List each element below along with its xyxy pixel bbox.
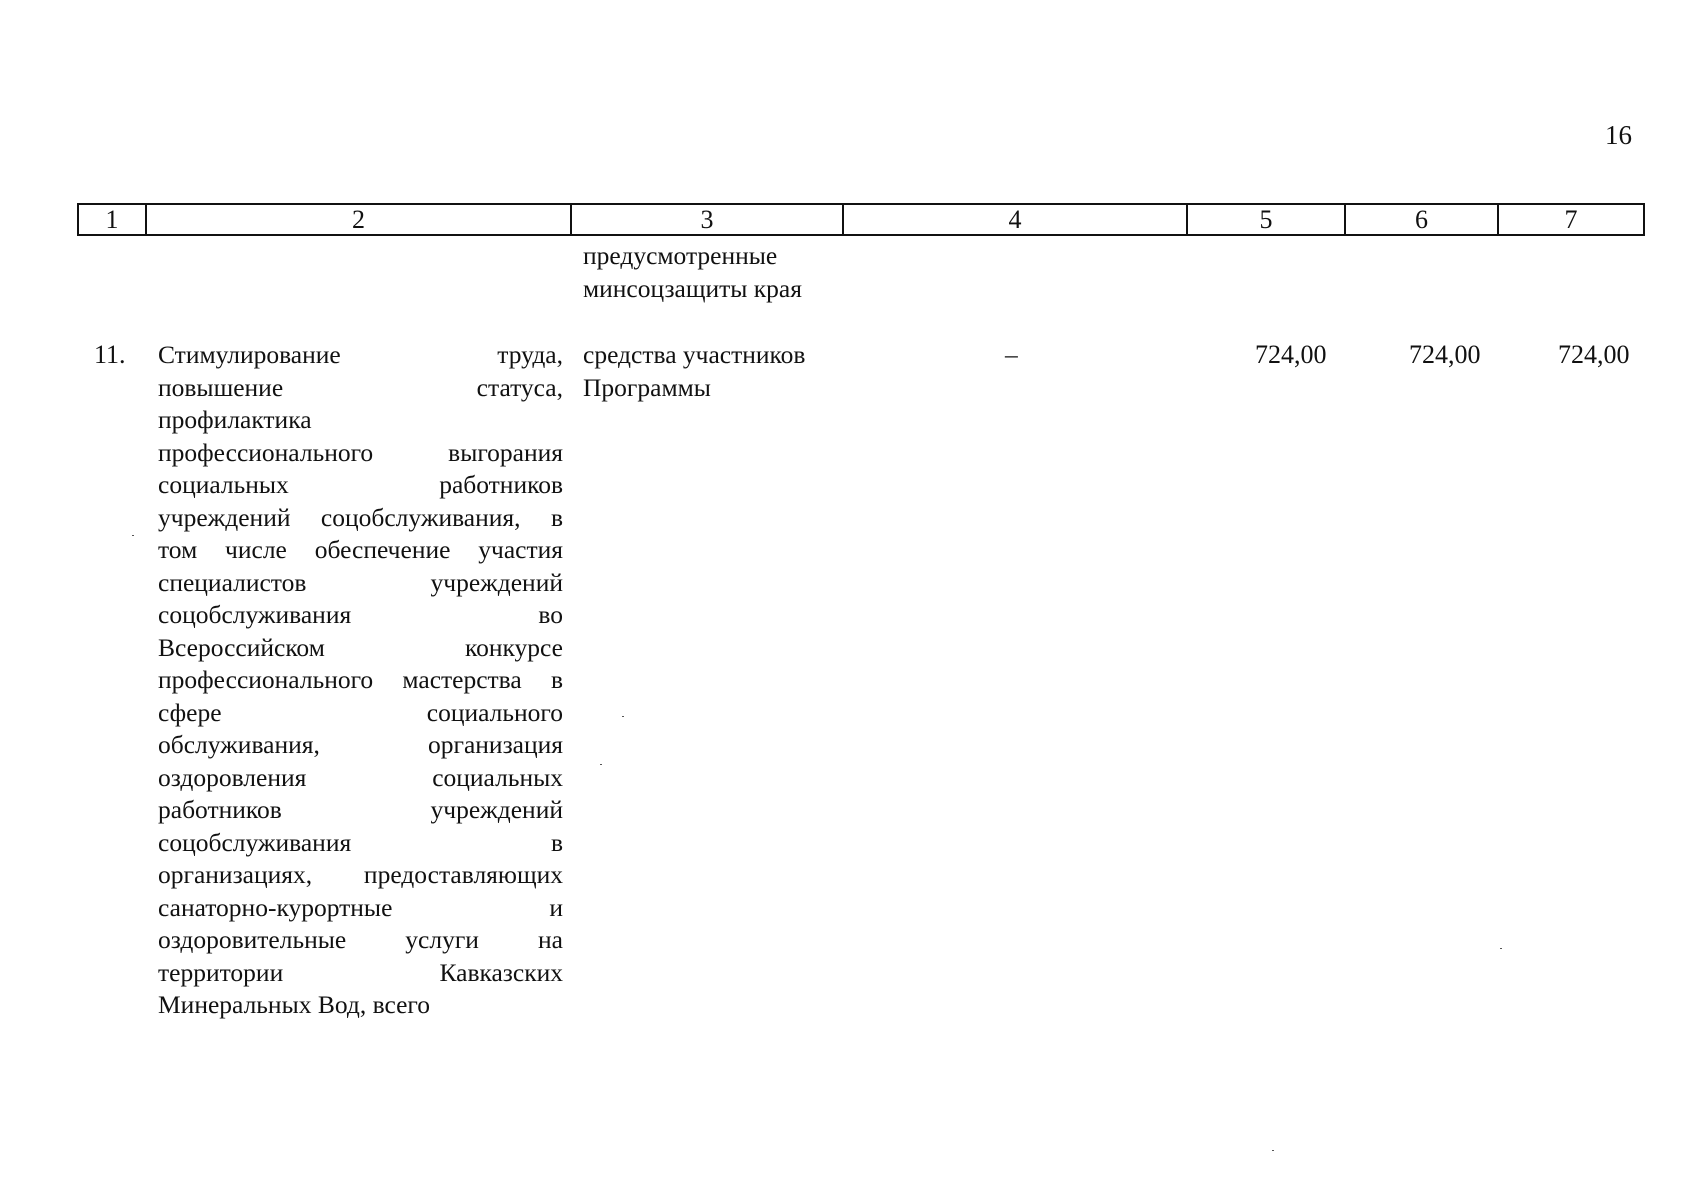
column-number-header <box>77 203 1645 236</box>
description-line: профилактика <box>158 405 312 434</box>
description-line: Всероссийском конкурсе <box>158 632 563 662</box>
column-header-3: 3 <box>571 204 843 235</box>
continued-funding-source-line: предусмотренные <box>583 241 778 270</box>
scan-speck <box>600 764 602 765</box>
description-line: сфере социального <box>158 697 563 727</box>
scan-speck <box>1500 948 1502 949</box>
description-line: санаторно-курортные и <box>158 892 563 922</box>
description-line: соцобслуживания во <box>158 600 563 629</box>
description-line: том числе обеспечение участия <box>158 535 563 564</box>
row-col6-value: 724,00 <box>1409 340 1481 369</box>
continued-funding-source <box>583 240 883 305</box>
column-header-6: 6 <box>1345 204 1498 235</box>
description-line: специалистов учреждений <box>158 567 563 597</box>
description-line: профессионального мастерства в <box>158 665 563 694</box>
description-line: учреждений соцобслуживания, в <box>158 502 563 532</box>
funding-source-line: Программы <box>583 372 711 402</box>
funding-source-line: средства участников <box>583 340 806 369</box>
column-header-5: 5 <box>1187 204 1345 235</box>
column-header-1: 1 <box>78 204 146 235</box>
column-header-4: 4 <box>843 204 1187 235</box>
scan-speck <box>132 535 134 536</box>
scan-speck <box>622 716 624 717</box>
column-header-7: 7 <box>1498 204 1644 235</box>
row-col4-dash: – <box>1005 340 1018 369</box>
row-col5-value: 724,00 <box>1255 340 1327 369</box>
description-line: оздоровительные услуги на <box>158 925 563 954</box>
description-line: Стимулирование труда, <box>158 340 563 369</box>
page-number: 16 <box>1605 120 1632 150</box>
row-funding-source <box>583 339 883 404</box>
description-line: Минеральных Вод, всего <box>158 990 430 1019</box>
row-col7-value: 724,00 <box>1558 340 1630 369</box>
continued-funding-source-line: минсоцзащиты края <box>583 273 802 303</box>
description-line: соцобслуживания в <box>158 827 563 857</box>
description-line: обслуживания, организация <box>158 730 563 759</box>
description-line: территории Кавказских <box>158 957 563 987</box>
description-line: профессионального выгорания <box>158 437 563 467</box>
description-line: повышение статуса, <box>158 372 563 402</box>
row-description <box>158 339 563 1022</box>
description-line: социальных работников <box>158 470 563 499</box>
description-line: работников учреждений <box>158 795 563 824</box>
description-line: организациях, предоставляющих <box>158 860 563 889</box>
column-header-2: 2 <box>146 204 571 235</box>
description-line: оздоровления социальных <box>158 762 563 792</box>
scan-speck <box>1272 1150 1274 1151</box>
row-number: 11. <box>94 340 126 369</box>
